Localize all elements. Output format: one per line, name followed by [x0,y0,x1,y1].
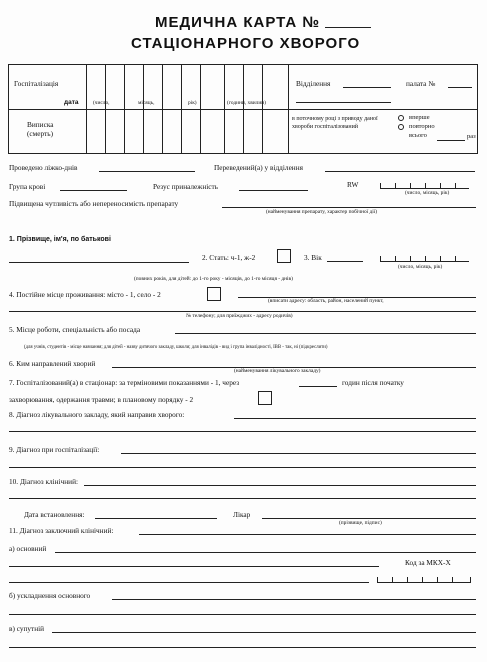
transferred-field[interactable] [325,171,475,172]
department-field[interactable] [343,87,391,88]
referring-diagnosis-field-2[interactable] [9,431,476,432]
rw-date-hint: (число, місяць, рік) [405,190,450,196]
grid-line [243,109,244,154]
ward-field[interactable] [448,87,472,88]
referring-diagnosis-field[interactable] [234,418,476,419]
sensitivity-field[interactable] [222,207,476,208]
tick [377,577,378,582]
grid-line [105,109,106,154]
grid-line [224,64,225,109]
admission-type-label: 7. Госпіталізований(а) в стаціонар: за терміновими показаннями - 1, через [9,378,240,387]
col-day-header: (число, [93,100,110,106]
hours-after-label: годин після початку [342,378,404,387]
transferred-label: Переведений(а) у відділення [214,163,303,172]
discharge-label: Виписка [27,120,54,129]
clinical-diagnosis-label: 10. Діагноз клінічний: [9,477,78,486]
age-field[interactable] [327,261,363,262]
tick [410,183,411,188]
repeatedly-label: повторно [409,123,435,130]
doctor-label: Лікар [233,510,251,519]
tick [470,577,471,582]
icd-code-field[interactable] [377,582,471,583]
tick [395,256,396,261]
residence-label: 4. Постійне місце проживання: місто - 1, село - 2 [9,290,161,299]
tick [407,577,408,582]
tick [395,183,396,188]
first-time-label: вперше [409,114,430,121]
col-year-header: рік) [188,100,197,106]
sex-label: 2. Стать: ч-1, ж-2 [202,253,256,262]
phone-hint: № телефону; для приїжджих - адресу родичів) [186,313,293,319]
tick [410,256,411,261]
hospitalization-label: Госпіталізація [14,79,59,88]
grid-line [262,109,263,154]
concomitant-field[interactable] [52,632,476,633]
complication-field[interactable] [112,599,476,600]
fullname-label: 1. Прізвище, ім'я, по батькові [9,236,111,243]
ward-label: палата № [406,79,436,88]
times-label: раз [467,133,476,140]
tick [440,256,441,261]
address-hint: (вписати адресу: область, район, населений пункт, [268,298,384,304]
clinical-diagnosis-field[interactable] [84,485,476,486]
birth-date-hint: (число, місяць, рік) [398,264,443,270]
date-set-label: Дата встановлення: [24,510,85,519]
main-diagnosis-field-3[interactable] [9,582,369,583]
blood-group-label: Група крові [9,182,46,191]
tick [425,256,426,261]
workplace-field[interactable] [175,333,476,334]
current-year-label: в поточному році з приводу даної хвороби госпіталізований [292,116,378,130]
admission-diagnosis-field[interactable] [121,453,476,454]
age-label: 3. Вік [304,253,322,262]
card-number-field[interactable] [325,27,371,28]
rhesus-field[interactable] [239,190,308,191]
grid-line [124,64,125,109]
referring-diagnosis-label: 8. Діагноз лікувального закладу, який направив хворого: [9,410,185,419]
first-time-radio[interactable] [398,115,404,121]
card-subtitle: СТАЦІОНАРНОГО ХВОРОГО [131,35,361,52]
tick [452,577,453,582]
bed-days-label: Проведено ліжко-днів [9,163,78,172]
doctor-field[interactable] [262,518,476,519]
rhesus-label: Резус приналежність [153,182,219,191]
hours-field[interactable] [299,386,337,387]
grid-line [86,109,87,154]
repeatedly-radio[interactable] [398,124,404,130]
death-label: (смерть) [27,129,54,138]
referred-by-hint: (найменування лікувального закладу) [234,368,321,374]
grid-line [181,64,182,109]
grid-line [181,109,182,154]
planned-label: захворювання, одержання травми; в плановому порядку - 2 [9,395,194,404]
grid-line [288,64,289,154]
bed-days-field[interactable] [99,171,195,172]
main-diagnosis-label: а) основний [9,544,47,553]
total-field[interactable] [437,140,465,141]
concomitant-label: в) супутній [9,624,45,633]
date-label: дата [64,99,79,106]
concomitant-field-2[interactable] [9,647,476,648]
col-month-header: місяць, [138,100,155,106]
icd-label: Код за МКХ-Х [405,558,451,567]
admission-type-box[interactable] [258,391,272,405]
doctor-signature-hint: (прізвище, підпис) [339,520,382,526]
workplace-label: 5. Місце роботи, спеціальність або посада [9,325,141,334]
rw-label: RW [347,180,359,189]
grid-line [162,109,163,154]
fullname-field[interactable] [9,262,189,263]
address-field-2[interactable] [9,311,476,312]
age-hint: (повних років, для дітей: до 1-го року - місяців, до 1-го місяця - днів) [134,276,293,282]
grid-line [200,64,201,109]
tick [380,183,381,188]
birth-date-field[interactable] [380,261,469,262]
tick [440,183,441,188]
final-diagnosis-field[interactable] [139,534,476,535]
tick [437,577,438,582]
workplace-hint: (для учнів, студентів - місце навчання; для дітей - назву дитячого закладу, школи; для інвалідів - вид і група інвалідності, ІВВ - так, ні (підкреслити) [24,345,328,350]
grid-line [143,109,144,154]
tick [380,256,381,261]
tick [455,256,456,261]
card-title: МЕДИЧНА КАРТА № [155,14,321,31]
referred-by-label: 6. Ким направлений хворий [9,359,96,368]
admission-diagnosis-field-2[interactable] [9,467,476,468]
department-label: Відділення [296,79,331,88]
complication-field-2[interactable] [9,614,476,615]
grid-line [124,109,125,154]
sensitivity-label: Підвищена чутливість або непереносимість препарату [9,199,179,208]
grid-line [200,109,201,154]
tick [425,183,426,188]
main-diagnosis-field[interactable] [55,552,476,553]
sex-box[interactable] [277,249,291,263]
clinical-diagnosis-field-2[interactable] [9,498,476,499]
tick [422,577,423,582]
tick [455,183,456,188]
final-diagnosis-label: 11. Діагноз заключний клінічний: [9,526,114,535]
rw-date-field[interactable] [380,188,469,189]
admission-diagnosis-label: 9. Діагноз при госпіталізації: [9,445,100,454]
complication-label: б) ускладнення основного [9,591,91,600]
col-time-header: (години, хвилин) [227,100,266,106]
blood-group-field[interactable] [60,190,127,191]
grid-line [162,64,163,109]
residence-box[interactable] [207,287,221,301]
grid-line [224,109,225,154]
tick [392,577,393,582]
main-diagnosis-field-2[interactable] [9,566,379,567]
date-set-field[interactable] [95,518,217,519]
grid-line [86,64,87,109]
total-label: всього [409,132,427,139]
sensitivity-hint: (найменування препарату, характер побічної дії) [266,209,378,215]
department-field-2[interactable] [296,102,391,103]
